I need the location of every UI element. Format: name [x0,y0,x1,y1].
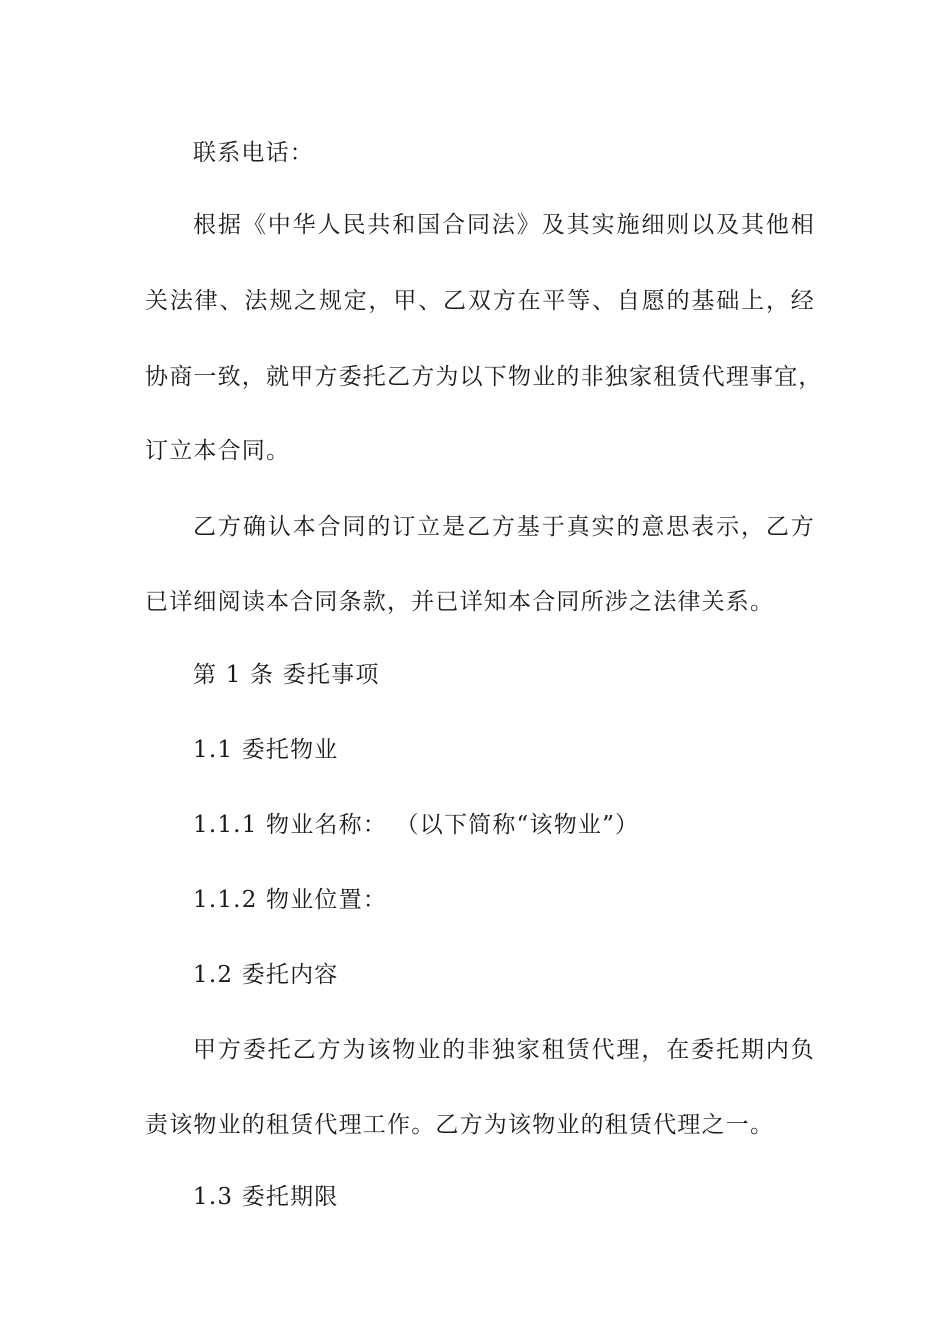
section-1-1-2-property-location: 1.1.2 物业位置： [193,887,388,913]
section-1-2-heading: 1.2 委托内容 [193,962,339,988]
paragraph-basis-line-4: 订立本合同。 [145,438,291,464]
section-1-1-1-property-name: 1.1.1 物业名称： （以下简称“该物业”） [193,812,640,838]
paragraph-basis-line-2: 关法律、法规之规定，甲、乙双方在平等、自愿的基础上，经 [145,288,815,314]
paragraph-basis-line-1: 根据《中华人民共和国合同法》及其实施细则以及其他相 [193,212,815,238]
paragraph-confirmation-line-2: 已详细阅读本合同条款，并已详知本合同所涉之法律关系。 [145,589,775,615]
article-1-heading: 第 1 条 委托事项 [193,662,380,688]
section-1-1-heading: 1.1 委托物业 [193,737,339,763]
paragraph-commission-line-1: 甲方委托乙方为该物业的非独家租赁代理，在委托期内负 [193,1037,815,1063]
paragraph-commission-line-2: 责该物业的租赁代理工作。乙方为该物业的租赁代理之一。 [145,1112,775,1138]
paragraph-basis-line-3: 协商一致，就甲方委托乙方为以下物业的非独家租赁代理事宜， [145,364,823,390]
paragraph-confirmation-line-1: 乙方确认本合同的订立是乙方基于真实的意思表示，乙方 [193,514,815,540]
section-1-3-heading: 1.3 委托期限 [193,1184,339,1210]
contact-phone-label: 联系电话： [193,140,314,166]
